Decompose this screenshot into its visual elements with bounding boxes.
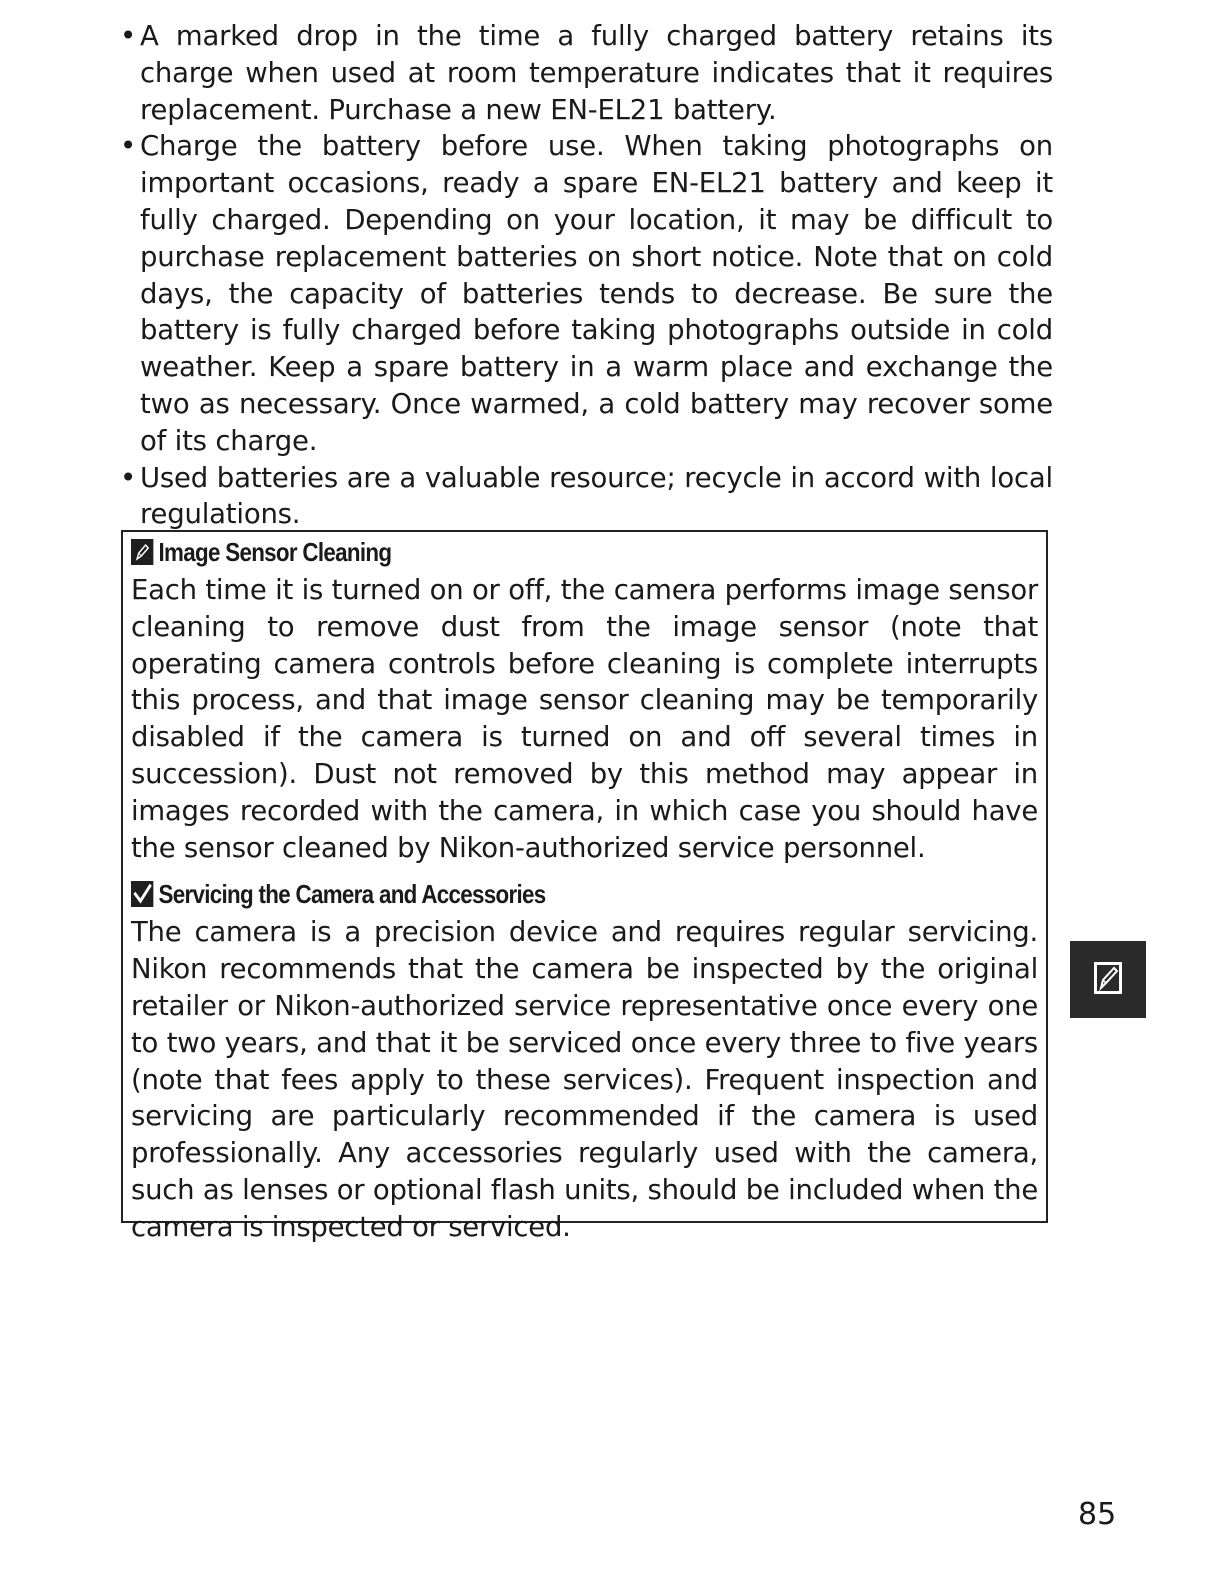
- bullet-item: • Used batteries are a valuable resource; recycle in accord with local regulations.: [118, 460, 1053, 534]
- bullet-list: [118, 18, 1053, 533]
- note-title: Image Sensor Cleaning: [158, 536, 392, 567]
- page-number: 85: [1078, 1497, 1117, 1532]
- notes-box: [121, 530, 1048, 1243]
- notes-section-icon: [1088, 956, 1128, 1004]
- note-title-row: [131, 532, 911, 572]
- section-tab: [1070, 941, 1146, 1018]
- note-image-sensor-cleaning: [123, 532, 1046, 866]
- checkmark-caution-icon: [131, 881, 153, 907]
- bullet-item: • A marked drop in the time a fully charged battery retains its charge when used at room temperature indicates that it requires replacement. Purchase a new EN-EL21 battery.: [118, 18, 1053, 128]
- note-servicing: [123, 874, 1046, 1245]
- bullet-item: • Charge the battery before use. When taking photographs on important occasions, ready a spare EN-EL21 battery and keep it fully charged. Depending on your location, it may be difficult to purchase replacement batteries on short notice. Note that on cold days, the capacity of batteries tends to decrease. Be sure the battery is fully charged before taking photographs outside in cold weather. Keep a spare battery in a warm place and exchange the two as necessary. Once warmed, a cold battery may recover some of its charge.: [118, 128, 1053, 459]
- pencil-note-icon: [131, 539, 153, 565]
- note-title: Servicing the Camera and Accessories: [158, 878, 546, 909]
- note-body: Each time it is turned on or off, the camera performs image sensor cleaning to remove dust from the image sensor (note that operating camera controls before cleaning is complete interrupts this process, and that image sensor cleaning may be temporarily disabled if the camera is turned on and off several times in succession). Dust not removed by this method may appear in images recorded with the camera, in which case you should have the sensor cleaned by Nikon-authorized service personnel.: [131, 574, 1038, 864]
- note-title-row: [131, 874, 911, 914]
- note-body: The camera is a precision device and requires regular servicing. Nikon recommends that the camera be inspected by the original retailer or Nikon-authorized service representative once every one to two years, and that it be serviced once every three to five years (note that fees apply to these services). Frequent inspection and servicing are particularly recommended if the camera is used professionally. Any accessories regularly used with the camera, such as lenses or optional flash units, should be included when the camera is inspected or serviced.: [131, 916, 1038, 1243]
